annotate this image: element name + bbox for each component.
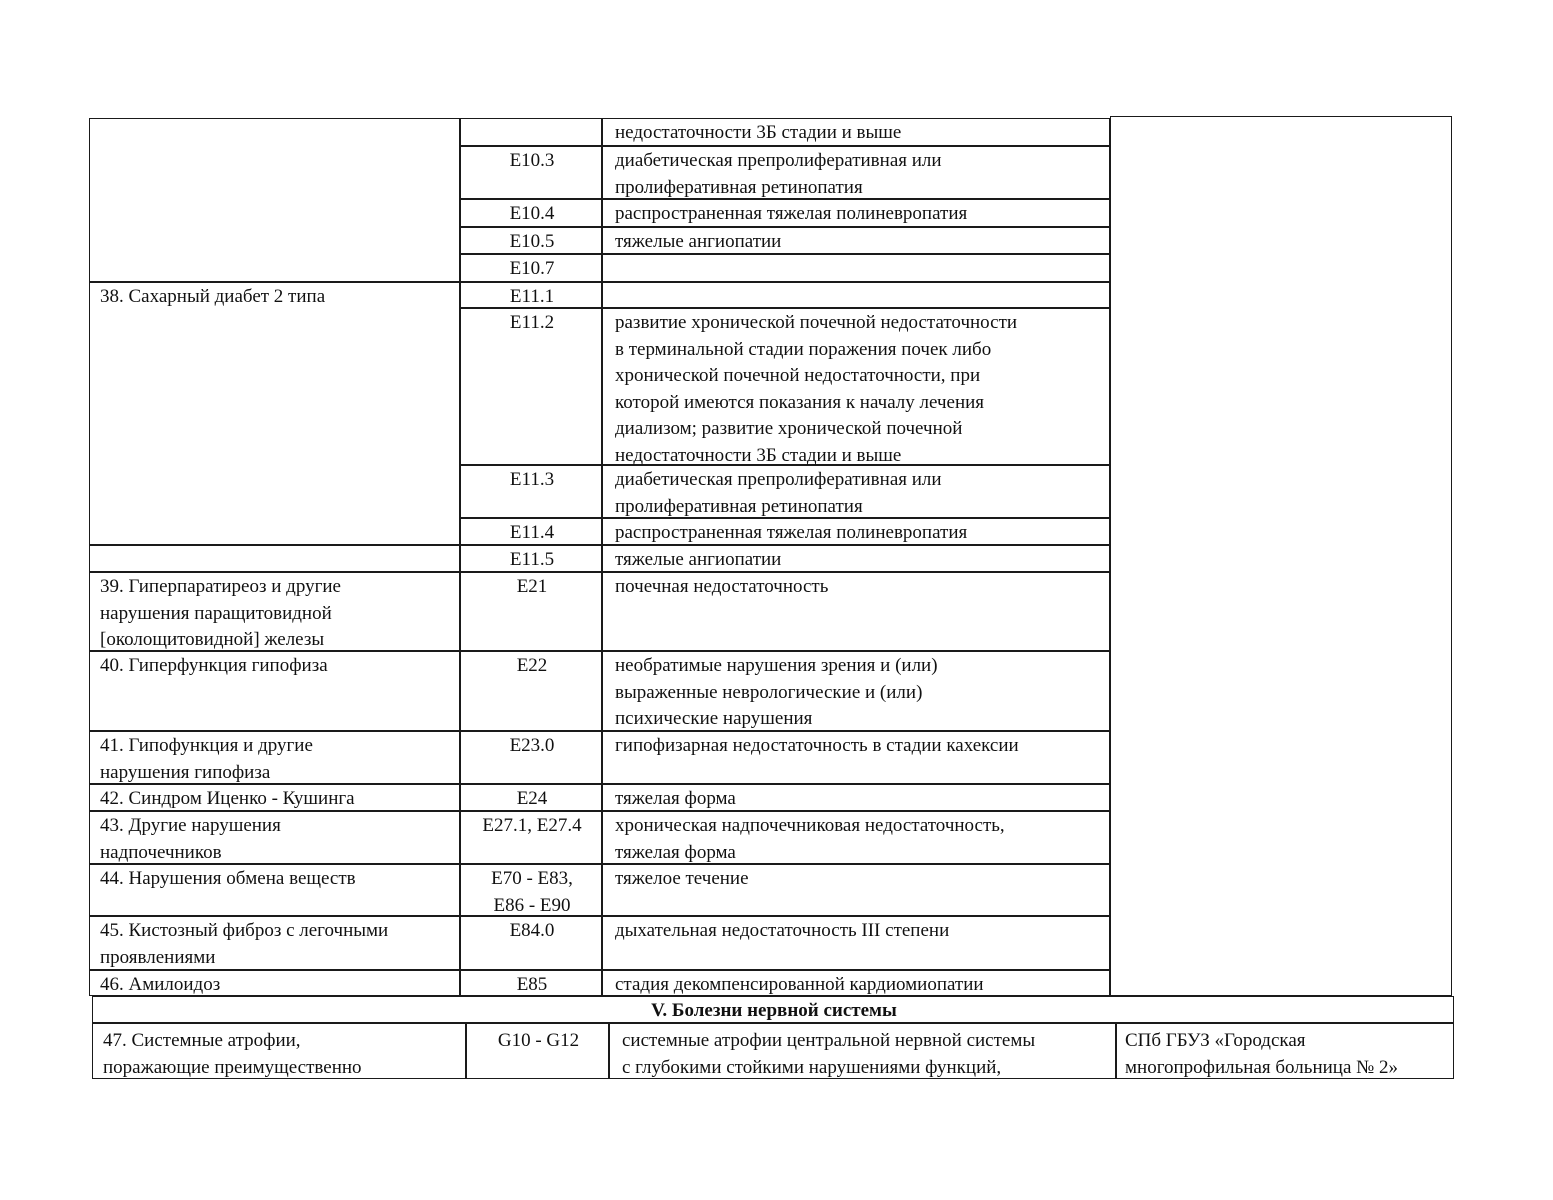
disease-name: 46. Амилоидоз <box>100 974 221 995</box>
code-cell <box>460 118 602 146</box>
disease-name: 44. Нарушения обмена веществ <box>100 868 356 889</box>
icd-code: E70 - E83, E86 - E90 <box>491 868 573 916</box>
complication-text: недостаточности 3Б стадии и выше <box>615 122 902 143</box>
complication-text: тяжелое течение <box>615 868 749 889</box>
icd-code: E21 <box>516 576 548 597</box>
disease-name: 38. Сахарный диабет 2 типа <box>100 286 326 307</box>
disease-name: 41. Гипофункция и другие нарушения гипофиза <box>100 735 313 783</box>
icd-code: E11.1 <box>509 286 555 307</box>
icd-code: E11.4 <box>509 522 555 543</box>
icd-code: E85 <box>516 974 548 995</box>
complication-text: системные атрофии центральной нервной системы с глубокими стойкими нарушениями функций, <box>622 1030 1036 1078</box>
icd-code: E10.4 <box>509 203 555 224</box>
disease-name: 40. Гиперфункция гипофиза <box>100 655 328 676</box>
section-title: V. Болезни нервной системы <box>651 1000 897 1021</box>
complication-text: дыхательная недостаточность III степени <box>615 920 950 941</box>
disease-name: 42. Синдром Иценко - Кушинга <box>100 788 355 809</box>
right-column-block <box>1110 116 1452 996</box>
complication-text: почечная недостаточность <box>615 576 829 597</box>
complication-text: необратимые нарушения зрения и (или) выраженные неврологические и (или) психические нарушения <box>615 655 938 729</box>
icd-code: E11.5 <box>509 549 555 570</box>
icd-code: G10 - G12 <box>497 1030 580 1051</box>
complication-text: гипофизарная недостаточность в стадии кахексии <box>615 735 1019 756</box>
complication-text: тяжелая форма <box>615 788 736 809</box>
icd-code: E11.2 <box>509 312 555 333</box>
complication-text: распространенная тяжелая полиневропатия <box>615 203 968 224</box>
complication-text: диабетическая препролиферативная или пролиферативная ретинопатия <box>615 469 942 517</box>
icd-code: E24 <box>516 788 548 809</box>
disease-name: 39. Гиперпаратиреоз и другие нарушения паращитовидной [околощитовидной] железы <box>100 576 341 650</box>
disease-name: 47. Системные атрофии, поражающие преимущественно <box>103 1030 362 1078</box>
complication-text: распространенная тяжелая полиневропатия <box>615 522 968 543</box>
icd-code: E22 <box>516 655 548 676</box>
disease-name: 43. Другие нарушения надпочечников <box>100 815 281 863</box>
complication-text: тяжелые ангиопатии <box>615 549 782 570</box>
complication-text: хроническая надпочечниковая недостаточность, тяжелая форма <box>615 815 1005 863</box>
icd-code: E27.1, E27.4 <box>482 815 582 836</box>
icd-code: E10.5 <box>509 231 555 252</box>
icd-code: E10.7 <box>509 258 555 279</box>
icd-code: E11.3 <box>509 469 555 490</box>
complication-text: диабетическая препролиферативная или пролиферативная ретинопатия <box>615 150 942 198</box>
complication-text: стадия декомпенсированной кардиомиопатии <box>615 974 984 995</box>
disease-cell <box>89 118 460 282</box>
icd-code: E23.0 <box>509 735 555 756</box>
disease-cell <box>89 545 460 572</box>
description-cell <box>602 254 1110 282</box>
icd-code: E84.0 <box>509 920 555 941</box>
complication-text: развитие хронической почечной недостаточности в терминальной стадии поражения почек либо хронической почечной недостаточности, при которой имеются показания к началу лечения диализом; развитие хронической почечной недостаточности 3Б стадии и выше <box>615 312 1018 465</box>
complication-text: тяжелые ангиопатии <box>615 231 782 252</box>
icd-code: E10.3 <box>509 150 555 171</box>
disease-name: 45. Кистозный фиброз с легочными проявлениями <box>100 920 389 968</box>
institution-name: СПб ГБУЗ «Городская многопрофильная больница № 2» <box>1125 1030 1399 1078</box>
description-cell <box>602 282 1110 308</box>
